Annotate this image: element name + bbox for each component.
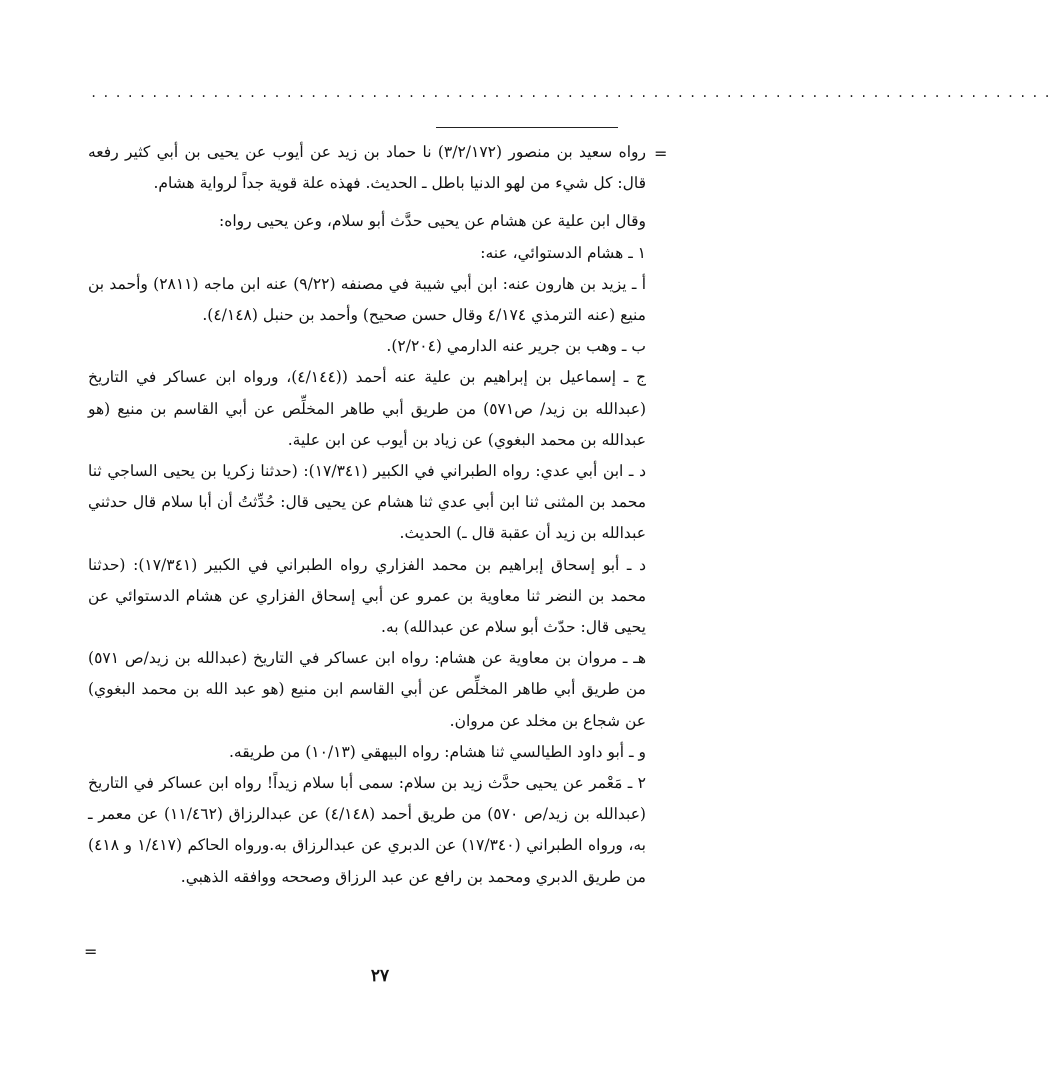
- paragraph-section-1: ١ ـ هشام الدستوائي، عنه:: [480, 243, 646, 262]
- paragraph-item-d1: د ـ ابن أبي عدي: رواه الطبراني في الكبير (١٧/٣٤١): (حدثنا زكريا بن يحيى الساجي ثنا محمد بن المثنى ثنا ابن أبي عدي ثنا هشام عن يحيى قال: حُدِّثتُ أن أبا سلام قال حدثني عبدالله بن زيد أن عقبة قال ـ) الحديث.: [88, 462, 646, 543]
- paragraph-item-h: هـ ـ مروان بن معاوية عن هشام: رواه ابن عساكر في التاريخ (عبدالله بن زيد/ص ٥٧١) من طريق أبي طاهر المخلِّص عن أبي القاسم ابن منيع (هو عبد الله بن محمد البغوي) عن شجاع بن مخلد عن مروان.: [88, 649, 646, 730]
- paragraph-item-b: ب ـ وهب بن جرير عنه الدارمي (٢/٢٠٤).: [386, 337, 646, 356]
- paragraph-mansur: رواه سعيد بن منصور (٣/٢/١٧٢) نا حماد بن زيد عن أيوب عن يحيى بن أبي كثير رفعه قال: كل شيء من لهو الدنيا باطل ـ الحديث. فهذه علة قوية جداً لرواية هشام.: [88, 143, 646, 193]
- continuation-marker-bottom: =: [84, 942, 98, 961]
- paragraph-item-d2: د ـ أبو إسحاق إبراهيم بن محمد الفزاري رواه الطبراني في الكبير (١٧/٣٤١): (حدثنا محمد بن النضر ثنا معاوية بن عمرو عن أبي إسحاق الفزاري عن هشام الدستوائي عن يحيى قال: حدّث أبو سلام عن عبدالله) به.: [88, 555, 646, 637]
- footnote-text: [88, 137, 646, 893]
- paragraph-ibn-ulayya: وقال ابن علية عن هشام عن يحيى حدَّث أبو سلام، وعن يحيى رواه:: [219, 212, 646, 231]
- paragraph-section-2: ٢ ـ مَعْمر عن يحيى حدَّث زيد بن سلام: سمى أبا سلام زيداً! رواه ابن عساكر في التاريخ (عبدالله بن زيد/ص ٥٧٠) من طريق أحمد (٤/١٤٨) عن عبدالرزاق (١١/٤٦٢) عن معمر ـ به، ورواه الطبراني (١٧/٣٤٠) عن الدبري عن عبدالرزاق به.ورواه الحاكم (١/٤١٧ و ٤١٨) من طريق الدبري ومحمد بن رافع عن عبد الرزاق وصححه ووافقه الذهبي.: [88, 774, 646, 886]
- page-number: ٢٧: [370, 966, 390, 986]
- continuation-marker-top: =: [654, 144, 668, 163]
- header-dotted-line: ...............................................................................: [90, 86, 1056, 100]
- paragraph-item-w: و ـ أبو داود الطيالسي ثنا هشام: رواه البيهقي (١٠/١٣) من طريقه.: [228, 742, 646, 761]
- paragraph-item-a: أ ـ يزيد بن هارون عنه: ابن أبي شيبة في مصنفه (٩/٢٢) عنه ابن ماجه (٢٨١١) وأحمد بن منيع (عنه الترمذي ٤/١٧٤ وقال حسن صحيح) وأحمد بن حنبل (٤/١٤٨).: [88, 274, 647, 325]
- footnote-separator-rule: [436, 127, 618, 128]
- paragraph-item-j: ج ـ إسماعيل بن إبراهيم بن علية عنه أحمد ((٤/١٤٤)، ورواه ابن عساكر في التاريخ (عبدالله بن زيد/ ص٥٧١) من طريق أبي طاهر المخلِّص عن أبي القاسم بن منيع (هو عبدالله بن محمد البغوي) عن زياد بن أيوب عن ابن علية.: [88, 368, 646, 449]
